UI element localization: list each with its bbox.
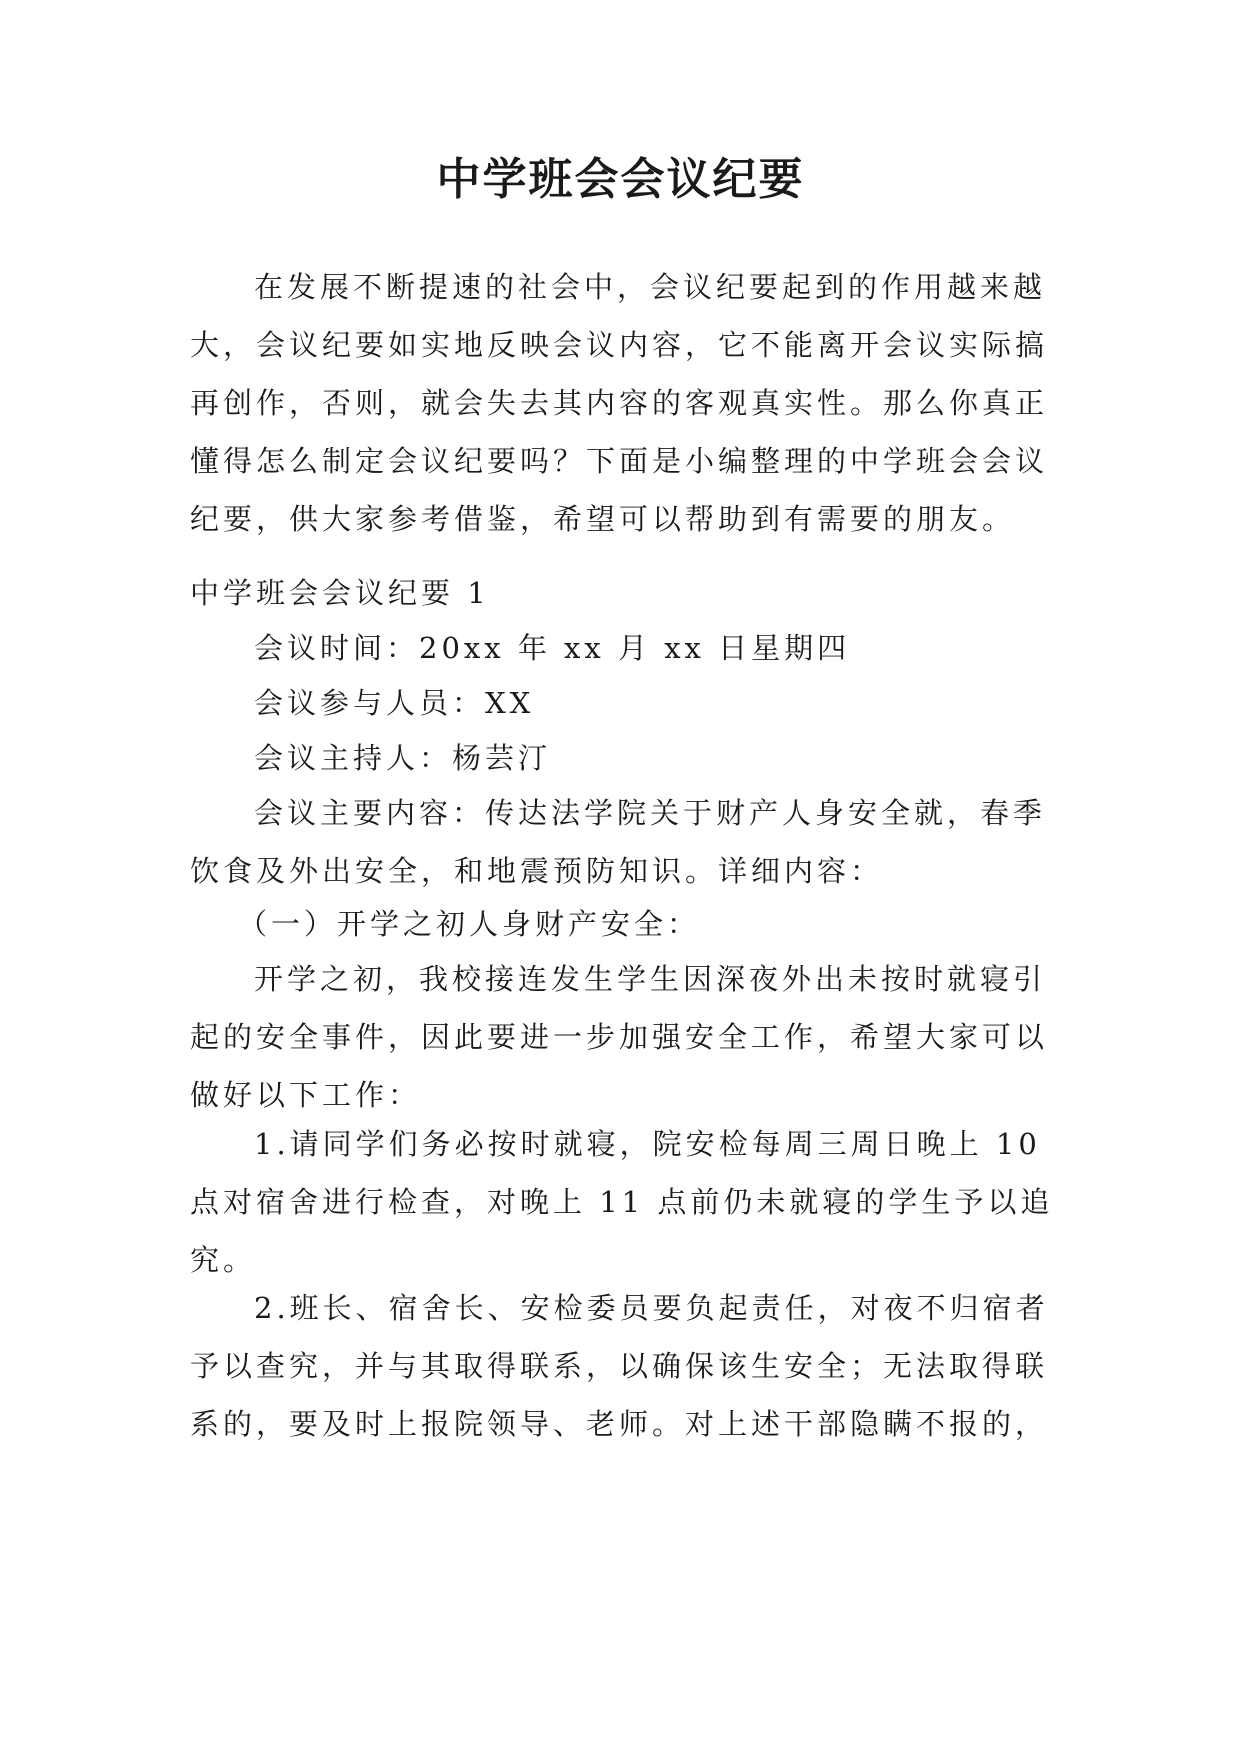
list-item-1: 1.请同学们务必按时就寝，院安检每周三周日晚上 10 点对宿舍进行检查，对晚上 11 点前仍未就寝的学生予以追究。	[190, 1127, 1054, 1277]
body-paragraph: 开学之初，我校接连发生学生因深夜外出未按时就寝引起的安全事件，因此要进一步加强安全工作，希望大家可以做好以下工作：	[190, 962, 1049, 1112]
list-item-2: 2.班长、宿舍长、安检委员要负起责任，对夜不归宿者予以查究，并与其取得联系，以确保该生安全；无法取得联系的，要及时上报院领导、老师。对上述干部隐瞒不报的，	[190, 1291, 1049, 1441]
meeting-main-content: 会议主要内容：传达法学院关于财产人身安全就，春季饮食及外出安全，和地震预防知识。详细内容：	[190, 796, 1047, 888]
meeting-participants: 会议参与人员：XX	[254, 686, 535, 720]
subsection-heading: （一）开学之初人身财产安全：	[238, 907, 701, 941]
document-title: 中学班会会议纪要	[436, 154, 805, 205]
intro-paragraph: 在发展不断提速的社会中，会议纪要起到的作用越来越大，会议纪要如实地反映会议内容，它不能离开会议实际搞再创作，否则，就会失去其内容的客观真实性。那么你真正懂得怎么制定会议纪要吗？下面是小编整理的中学班会会议纪要，供大家参考借鉴，希望可以帮助到有需要的朋友。	[190, 270, 1049, 536]
meeting-time: 会议时间：20xx 年 xx 月 xx 日星期四	[254, 631, 851, 665]
section-heading: 中学班会会议纪要 1	[190, 576, 490, 610]
meeting-host: 会议主持人：杨芸汀	[254, 741, 552, 775]
